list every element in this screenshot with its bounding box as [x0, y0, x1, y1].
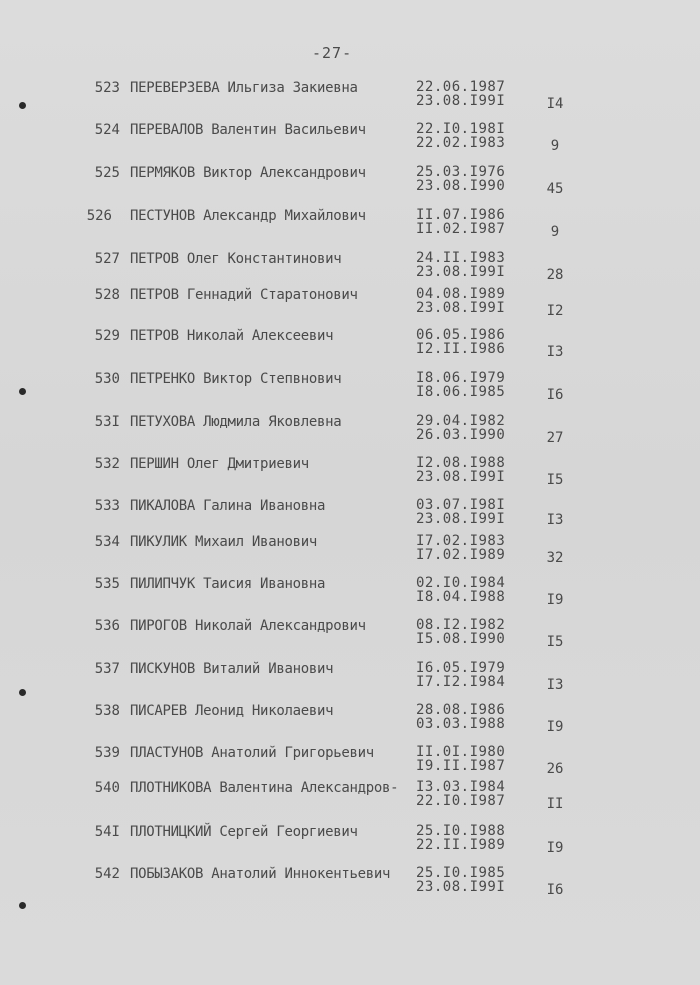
- entry-number: 526: [86, 208, 112, 224]
- entry-start-date: 24.II.I983: [416, 250, 506, 266]
- entry-number: 534: [94, 534, 120, 550]
- entry-years: II: [546, 796, 564, 812]
- entry-name: ПОБЫЗАКОВ Анатолий Иннокентьевич: [130, 866, 391, 882]
- list-item: [0, 208, 700, 248]
- entry-start-date: I3.03.I984: [416, 779, 506, 795]
- list-item: [0, 414, 700, 454]
- entry-name: ПЕРЕВАЛОВ Валентин Васильевич: [130, 122, 366, 138]
- entry-start-date: 22.I0.198I: [416, 121, 506, 137]
- entry-years: 9: [550, 224, 560, 240]
- entry-number: 532: [94, 456, 120, 472]
- entry-number: 527: [94, 251, 120, 267]
- list-item: [0, 80, 700, 120]
- list-item: [0, 866, 700, 906]
- entry-number: 528: [94, 287, 120, 303]
- entry-start-date: 08.I2.I982: [416, 617, 506, 633]
- list-item: [0, 534, 700, 574]
- entry-years: 45: [546, 181, 564, 197]
- entry-years: 32: [546, 550, 564, 566]
- entry-start-date: I7.02.I983: [416, 533, 506, 549]
- entry-name: ПИСКУНОВ Виталий Иванович: [130, 661, 334, 677]
- entry-end-date: I5.08.I990: [416, 631, 506, 647]
- entry-years: 28: [546, 267, 564, 283]
- entry-end-date: I7.02.I989: [416, 547, 506, 563]
- entry-name: ПИЛИПЧУК Таисия Ивановна: [130, 576, 326, 592]
- entry-number: 53I: [94, 414, 120, 430]
- entry-end-date: II.02.I987: [416, 221, 506, 237]
- entry-end-date: 23.08.I99I: [416, 300, 506, 316]
- entry-end-date: 22.II.I989: [416, 837, 506, 853]
- entry-start-date: 25.03.I976: [416, 164, 506, 180]
- entry-start-date: 28.08.I986: [416, 702, 506, 718]
- entry-start-date: II.07.I986: [416, 207, 506, 223]
- entry-number: 538: [94, 703, 120, 719]
- entry-end-date: I8.06.I985: [416, 384, 506, 400]
- entry-end-date: I8.04.I988: [416, 589, 506, 605]
- entry-end-date: 23.08.I990: [416, 178, 506, 194]
- entry-start-date: 29.04.I982: [416, 413, 506, 429]
- list-item: [0, 371, 700, 411]
- entry-end-date: 23.08.I99I: [416, 879, 506, 895]
- list-item: [0, 780, 700, 820]
- entry-name: ПЕТУХОВА Людмила Яковлевна: [130, 414, 342, 430]
- entry-start-date: 06.05.I986: [416, 327, 506, 343]
- entry-name: ПИРОГОВ Николай Александрович: [130, 618, 366, 634]
- entry-number: 533: [94, 498, 120, 514]
- entry-years: I9: [546, 719, 564, 735]
- entry-number: 523: [94, 80, 120, 96]
- list-item: [0, 661, 700, 701]
- entry-name: ПИСАРЕВ Леонид Николаевич: [130, 703, 334, 719]
- entry-end-date: 26.03.I990: [416, 427, 506, 443]
- entry-years: I3: [546, 677, 564, 693]
- entry-number: 539: [94, 745, 120, 761]
- entry-years: I5: [546, 634, 564, 650]
- entry-number: 525: [94, 165, 120, 181]
- entry-name: ПИКАЛОВА Галина Ивановна: [130, 498, 326, 514]
- entry-start-date: I6.05.I979: [416, 660, 506, 676]
- entry-number: 540: [94, 780, 120, 796]
- list-item: [0, 745, 700, 785]
- list-item: [0, 456, 700, 496]
- page-number: -27-: [312, 44, 353, 62]
- entry-name: ПЕТРЕНКО Виктор Степвнович: [130, 371, 342, 387]
- entry-end-date: I9.II.I987: [416, 758, 506, 774]
- list-item: [0, 576, 700, 616]
- list-item: [0, 287, 700, 327]
- entry-end-date: 03.03.I988: [416, 716, 506, 732]
- entry-years: I6: [546, 882, 564, 898]
- entry-years: I9: [546, 840, 564, 856]
- entry-end-date: 22.02.I983: [416, 135, 506, 151]
- entry-start-date: 22.06.1987: [416, 79, 506, 95]
- entry-number: 54I: [94, 824, 120, 840]
- entry-name: ПЕТРОВ Олег Константинович: [130, 251, 342, 267]
- entry-number: 530: [94, 371, 120, 387]
- entry-start-date: II.0I.I980: [416, 744, 506, 760]
- entry-start-date: 25.I0.I988: [416, 823, 506, 839]
- entry-name: ПЕРЕВЕРЗЕВА Ильгиза Закиевна: [130, 80, 358, 96]
- entry-years: 26: [546, 761, 564, 777]
- entry-start-date: 25.I0.I985: [416, 865, 506, 881]
- entry-name: ПЛОТНИКОВА Валентина Александров-: [130, 780, 399, 796]
- entry-years: 9: [550, 138, 560, 154]
- entry-years: I9: [546, 592, 564, 608]
- entry-end-date: 23.08.I99I: [416, 469, 506, 485]
- entry-end-date: 22.I0.I987: [416, 793, 506, 809]
- entry-number: 529: [94, 328, 120, 344]
- entry-number: 537: [94, 661, 120, 677]
- entry-end-date: 23.08.I99I: [416, 264, 506, 280]
- entry-years: I2: [546, 303, 564, 319]
- entry-start-date: I8.06.I979: [416, 370, 506, 386]
- list-item: [0, 122, 700, 162]
- list-item: [0, 498, 700, 538]
- entry-years: I5: [546, 472, 564, 488]
- entry-end-date: 23.08.I99I: [416, 511, 506, 527]
- entry-start-date: 04.08.I989: [416, 286, 506, 302]
- list-item: [0, 703, 700, 743]
- entry-name: ПЕСТУНОВ Александр Михайлович: [130, 208, 366, 224]
- entry-start-date: 03.07.I98I: [416, 497, 506, 513]
- entry-years: I3: [546, 344, 564, 360]
- entry-end-date: I7.I2.I984: [416, 674, 506, 690]
- entry-name: ПЛАСТУНОВ Анатолий Григорьевич: [130, 745, 374, 761]
- entry-number: 536: [94, 618, 120, 634]
- entry-name: ПЕРШИН Олег Дмитриевич: [130, 456, 309, 472]
- list-item: [0, 618, 700, 658]
- entry-years: 27: [546, 430, 564, 446]
- entry-end-date: 23.08.I99I: [416, 93, 506, 109]
- entry-end-date: I2.II.I986: [416, 341, 506, 357]
- list-item: [0, 165, 700, 205]
- list-item: [0, 251, 700, 291]
- entry-name: ПЛОТНИЦКИЙ Сергей Георгиевич: [130, 824, 358, 840]
- entry-years: I4: [546, 96, 564, 112]
- entry-number: 524: [94, 122, 120, 138]
- entry-name: ПЕРМЯКОВ Виктор Александрович: [130, 165, 366, 181]
- entry-years: I6: [546, 387, 564, 403]
- entry-name: ПИКУЛИК Михаил Иванович: [130, 534, 317, 550]
- entry-start-date: I2.08.I988: [416, 455, 506, 471]
- entry-years: I3: [546, 512, 564, 528]
- entry-name: ПЕТРОВ Николай Алексеевич: [130, 328, 334, 344]
- entry-start-date: 02.I0.I984: [416, 575, 506, 591]
- list-item: [0, 328, 700, 368]
- entry-number: 542: [94, 866, 120, 882]
- entry-number: 535: [94, 576, 120, 592]
- entry-name: ПЕТРОВ Геннадий Старатонович: [130, 287, 358, 303]
- list-item: [0, 824, 700, 864]
